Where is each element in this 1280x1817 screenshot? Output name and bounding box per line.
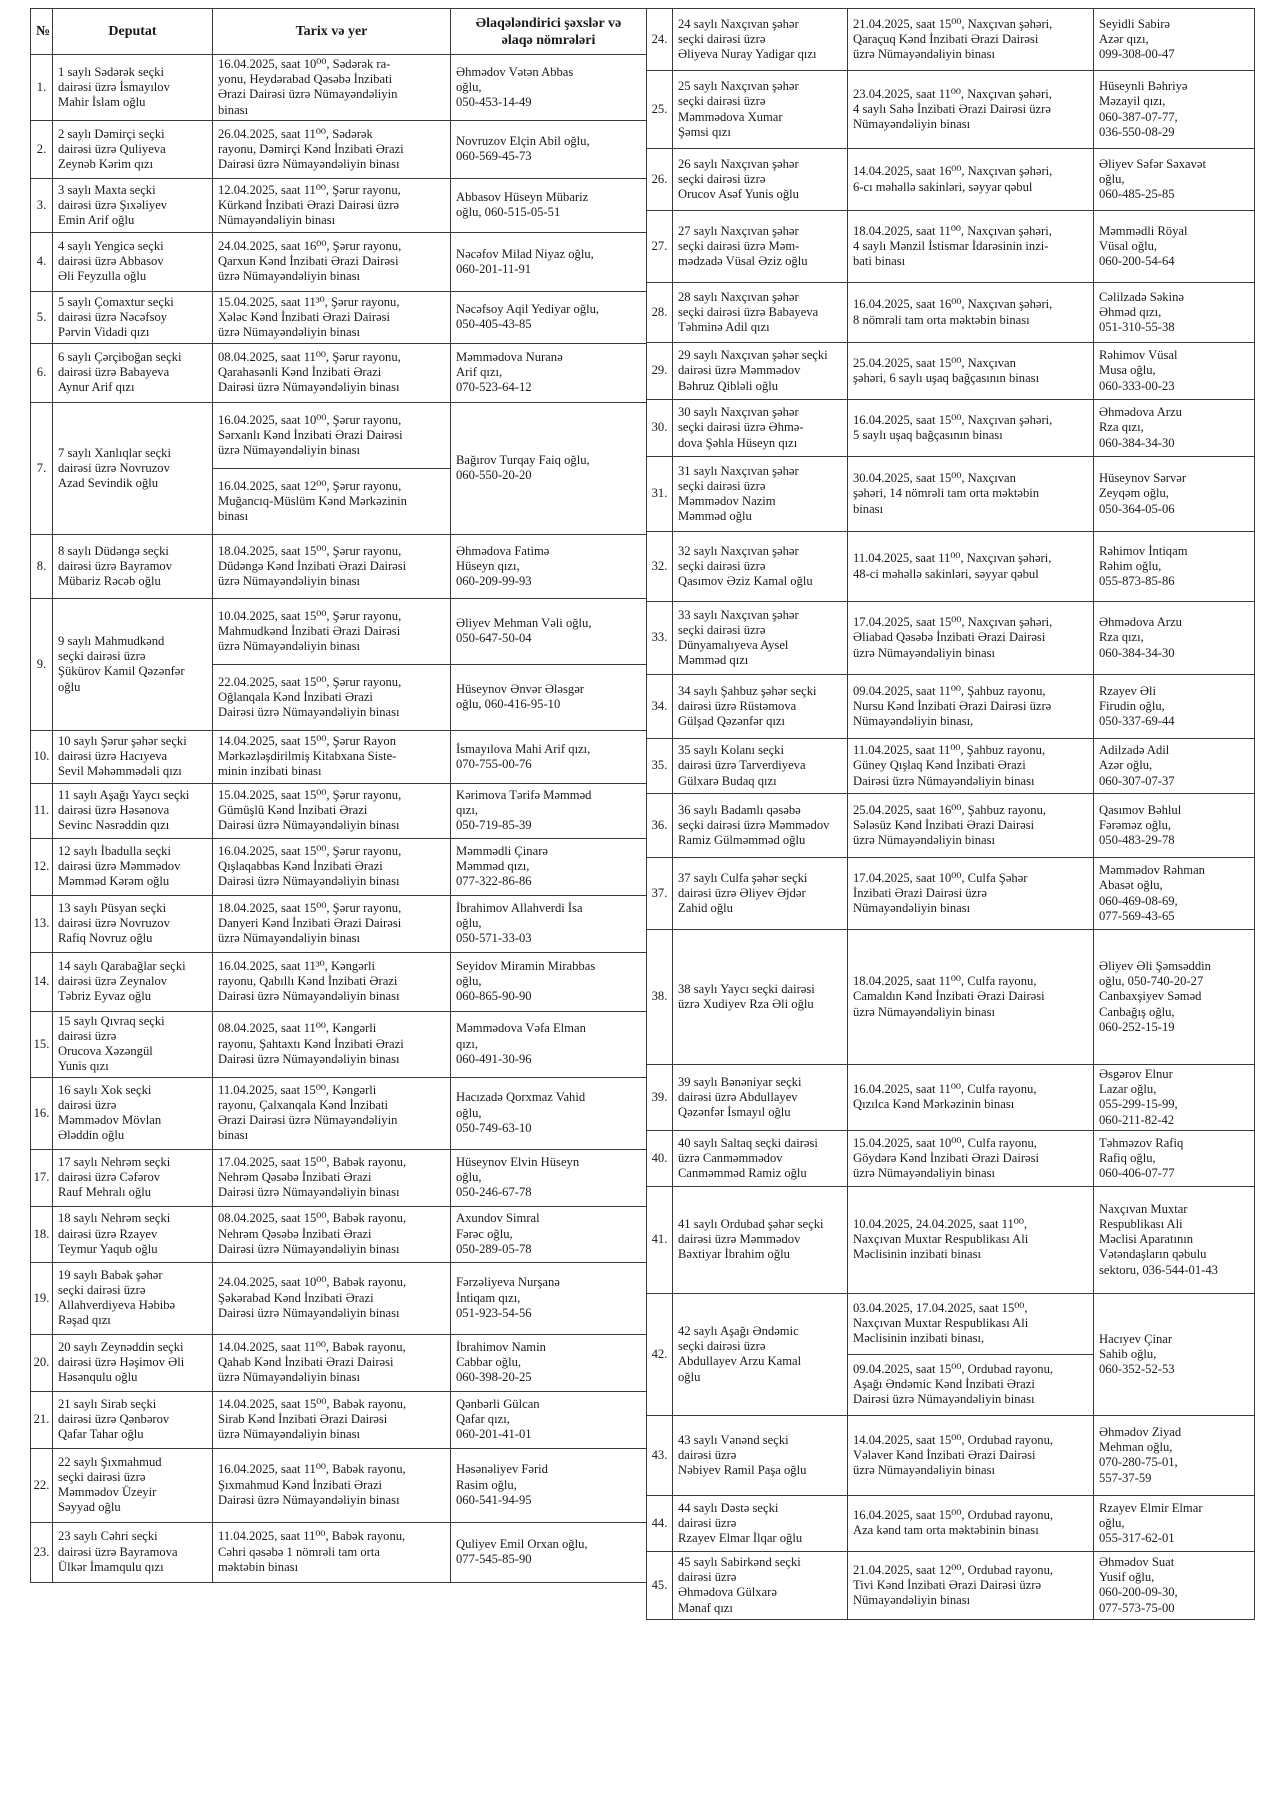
date-place-cell: 16.04.2025, saat 15⁰⁰, Şərur rayonu, Qışlaqabbas Kənd İnzibati Ərazi Dairəsi üzrə Nümayəndəliyin binası	[213, 838, 451, 895]
date-place-cell: 10.04.2025, saat 15⁰⁰, Şərur rayonu, Mahmudkənd İnzibati Ərazi Dairəsi üzrə Nümayəndəliyin binası	[213, 598, 451, 664]
row-number: 28.	[647, 283, 673, 343]
row-number: 12.	[31, 838, 53, 895]
deputy-cell: 27 saylı Naxçıvan şəhər seçki dairəsi üzrə Məm- mədzadə Vüsal Əziz oğlu	[673, 211, 848, 283]
row-number: 2.	[31, 120, 53, 178]
contact-cell: Qənbərli Gülcan Qafar qızı, 060-201-41-01	[451, 1391, 647, 1448]
deputy-cell: 31 saylı Naxçıvan şəhər seçki dairəsi üzrə Məmmədov Nazim Məmməd oğlu	[673, 457, 848, 532]
date-place-cell: 18.04.2025, saat 11⁰⁰, Culfa rayonu, Camaldın Kənd İnzibati Ərazi Dairəsi üzrə Nümayəndəliyin binası	[848, 930, 1094, 1065]
deputy-cell: 22 saylı Şıxmahmud seçki dairəsi üzrə Məmmədov Üzeyir Səyyad oğlu	[53, 1448, 213, 1522]
deputy-cell: 36 saylı Badamlı qəsəbə seçki dairəsi üzrə Məmmədov Ramiz Gülməmməd oğlu	[673, 794, 848, 858]
row-number: 40.	[647, 1130, 673, 1186]
contact-cell: Əliyev Səfər Səxavət oğlu, 060-485-25-85	[1094, 149, 1255, 211]
row-number: 16.	[31, 1077, 53, 1149]
deputy-cell: 12 saylı İbadulla seçki dairəsi üzrə Məmmədov Məmməd Kərəm oğlu	[53, 838, 213, 895]
table-row	[31, 730, 647, 783]
date-place-cell: 16.04.2025, saat 12⁰⁰, Şərur rayonu, Muğancıq-Müslüm Kənd Mərkəzinin binası	[213, 468, 451, 534]
date-place-cell: 15.04.2025, saat 11³⁰, Şərur rayonu, Xələc Kənd İnzibati Ərazi Dairəsi üzrə Nümayəndəliyin binası	[213, 291, 451, 343]
contact-cell: Əliyev Mehman Vəli oğlu, 050-647-50-04	[451, 598, 647, 664]
deputy-cell: 29 saylı Naxçıvan şəhər seçki dairəsi üzrə Məmmədov Bəhruz Qibləli oğlu	[673, 343, 848, 400]
table-row	[647, 1065, 1255, 1131]
table-row	[31, 1149, 647, 1206]
header-num: №	[31, 9, 53, 55]
deputy-cell: 34 saylı Şahbuz şəhər seçki dairəsi üzrə Rüstəmova Gülşad Qəzənfər qızı	[673, 675, 848, 739]
contact-cell: Kərimova Tərifə Məmməd qızı, 050-719-85-39	[451, 783, 647, 838]
row-number: 1.	[31, 55, 53, 121]
row-number: 43.	[647, 1415, 673, 1495]
row-number: 26.	[647, 149, 673, 211]
date-place-cell: 16.04.2025, saat 10⁰⁰, Şərur rayonu, Sərxanlı Kənd İnzibati Ərazi Dairəsi üzrə Nümayəndəliyin binası	[213, 402, 451, 468]
table-row	[31, 343, 647, 402]
date-place-cell: 17.04.2025, saat 15⁰⁰, Naxçıvan şəhəri, Əliabad Qəsəbə İnzibati Ərazi Dairəsi üzrə Nümayəndəliyin binası	[848, 602, 1094, 675]
contact-cell: Naxçıvan Muxtar Respublikası Ali Məclisi Aparatının Vətəndaşların qəbulu sektoru, 036-544-01-43	[1094, 1186, 1255, 1293]
date-place-cell: 08.04.2025, saat 11⁰⁰, Kəngərli rayonu, Şahtaxtı Kənd İnzibati Ərazi Dairəsi üzrə Nümayəndəliyin binası	[213, 1011, 451, 1077]
table-row	[31, 178, 647, 232]
deputy-cell: 39 saylı Bənəniyar seçki dairəsi üzrə Abdullayev Qəzənfər İsmayıl oğlu	[673, 1065, 848, 1131]
deputy-cell: 28 saylı Naxçıvan şəhər seçki dairəsi üzrə Babayeva Təhminə Adil qızı	[673, 283, 848, 343]
row-number: 29.	[647, 343, 673, 400]
table-row	[647, 149, 1255, 211]
row-number: 3.	[31, 178, 53, 232]
date-place-cell: 16.04.2025, saat 11³⁰, Kəngərli rayonu, Qabıllı Kənd İnzibati Ərazi Dairəsi üzrə Nümayəndəliyin binası	[213, 952, 451, 1011]
row-number: 14.	[31, 952, 53, 1011]
contact-cell: Əhmədov Ziyad Mehman oğlu, 070-280-75-01, 557-37-59	[1094, 1415, 1255, 1495]
row-number: 35.	[647, 739, 673, 794]
row-number: 10.	[31, 730, 53, 783]
table-row	[647, 794, 1255, 858]
table-row	[647, 930, 1255, 1065]
deputy-cell: 21 saylı Sirab seçki dairəsi üzrə Qənbərov Qafar Tahar oğlu	[53, 1391, 213, 1448]
date-place-cell: 14.04.2025, saat 15⁰⁰, Babək rayonu, Sirab Kənd İnzibati Ərazi Dairəsi üzrə Nümayəndəliyin binası	[213, 1391, 451, 1448]
table-row	[647, 211, 1255, 283]
deputy-cell: 14 saylı Qarabağlar seçki dairəsi üzrə Zeynalov Təbriz Eyvaz oğlu	[53, 952, 213, 1011]
date-place-cell: 09.04.2025, saat 11⁰⁰, Şahbuz rayonu, Nursu Kənd İnzibati Ərazi Dairəsi üzrə Nümayəndəliyin binası,	[848, 675, 1094, 739]
date-place-cell: 09.04.2025, saat 15⁰⁰, Ordubad rayonu, Aşağı Əndəmic Kənd İnzibati Ərazi Dairəsi üzrə Nümayəndəliyin binası	[848, 1354, 1094, 1415]
date-place-cell: 14.04.2025, saat 15⁰⁰, Ordubad rayonu, Vələver Kənd İnzibati Ərazi Dairəsi üzrə Nümayəndəliyin binası	[848, 1415, 1094, 1495]
row-number: 45.	[647, 1551, 673, 1619]
row-number: 20.	[31, 1334, 53, 1391]
table-row	[647, 739, 1255, 794]
deputy-cell: 43 saylı Vənənd seçki dairəsi üzrə Nəbiyev Ramil Paşa oğlu	[673, 1415, 848, 1495]
deputy-cell: 37 saylı Culfa şəhər seçki dairəsi üzrə Əliyev Əjdər Zahid oğlu	[673, 858, 848, 930]
date-place-cell: 26.04.2025, saat 11⁰⁰, Sədərək rayonu, Dəmirçi Kənd İnzibati Ərazi Dairəsi üzrə Nümayəndəliyin binası	[213, 120, 451, 178]
deputy-cell: 32 saylı Naxçıvan şəhər seçki dairəsi üzrə Qasımov Əziz Kamal oğlu	[673, 532, 848, 602]
row-number: 30.	[647, 400, 673, 457]
deputy-cell: 40 saylı Saltaq seçki dairəsi üzrə Canməmmədov Canməmməd Ramiz oğlu	[673, 1130, 848, 1186]
table-row	[647, 71, 1255, 149]
contact-cell: Rəhimov Vüsal Musa oğlu, 060-333-00-23	[1094, 343, 1255, 400]
date-place-cell: 08.04.2025, saat 11⁰⁰, Şərur rayonu, Qarahasənli Kənd İnzibati Ərazi Dairəsi üzrə Nümayəndəliyin binası	[213, 343, 451, 402]
table-row	[31, 598, 647, 664]
date-place-cell: 17.04.2025, saat 10⁰⁰, Culfa Şəhər İnzibati Ərazi Dairəsi üzrə Nümayəndəliyin binası	[848, 858, 1094, 930]
date-place-cell: 18.04.2025, saat 15⁰⁰, Şərur rayonu, Danyeri Kənd İnzibati Ərazi Dairəsi üzrə Nümayəndəliyin binası	[213, 895, 451, 952]
row-number: 15.	[31, 1011, 53, 1077]
row-number: 6.	[31, 343, 53, 402]
contact-cell: Əhmədova Arzu Rza qızı, 060-384-34-30	[1094, 400, 1255, 457]
table-row	[31, 895, 647, 952]
deputy-cell: 23 saylı Cəhri seçki dairəsi üzrə Bayramova Ülkər İmamqulu qızı	[53, 1522, 213, 1582]
row-number: 31.	[647, 457, 673, 532]
date-place-cell: 11.04.2025, saat 11⁰⁰, Babək rayonu, Cəhri qəsəbə 1 nömrəli tam orta məktəbin binası	[213, 1522, 451, 1582]
contact-cell: Rəhimov İntiqam Rəhim oğlu, 055-873-85-86	[1094, 532, 1255, 602]
contact-cell: Cəlilzadə Səkinə Əhməd qızı, 051-310-55-38	[1094, 283, 1255, 343]
deputy-cell: 25 saylı Naxçıvan şəhər seçki dairəsi üzrə Məmmədova Xumar Şəmsi qızı	[673, 71, 848, 149]
contact-cell: Nəcəfsoy Aqil Yediyar oğlu, 050-405-43-85	[451, 291, 647, 343]
deputy-cell: 19 saylı Babək şəhər seçki dairəsi üzrə Allahverdiyeva Həbibə Rəşad qızı	[53, 1262, 213, 1334]
contact-cell: Bağırov Turqay Faiq oğlu, 060-550-20-20	[451, 402, 647, 534]
date-place-cell: 24.04.2025, saat 16⁰⁰, Şərur rayonu, Qarxun Kənd İnzibati Ərazi Dairəsi üzrə Nümayəndəliyin binası	[213, 232, 451, 291]
deputy-cell: 38 saylı Yaycı seçki dairəsi üzrə Xudiyev Rza Əli oğlu	[673, 930, 848, 1065]
contact-cell: Rzayev Elmir Elmar oğlu, 055-317-62-01	[1094, 1495, 1255, 1551]
row-number: 22.	[31, 1448, 53, 1522]
right-schedule-table	[646, 8, 1255, 1620]
contact-cell: Quliyev Emil Orxan oğlu, 077-545-85-90	[451, 1522, 647, 1582]
table-row	[647, 457, 1255, 532]
contact-cell: Məmmədova Nuranə Arif qızı, 070-523-64-12	[451, 343, 647, 402]
header-contacts: Əlaqələndirici şəxslər və əlaqə nömrələri	[451, 9, 647, 55]
contact-cell: Hacıyev Çinar Sahib oğlu, 060-352-52-53	[1094, 1293, 1255, 1415]
table-row	[647, 675, 1255, 739]
row-number: 18.	[31, 1206, 53, 1262]
date-place-cell: 21.04.2025, saat 15⁰⁰, Naxçıvan şəhəri, Qaraçuq Kənd İnzibati Ərazi Dairəsi üzrə Nümayəndəliyin binası	[848, 9, 1094, 71]
header-date-place: Tarix və yer	[213, 9, 451, 55]
table-row	[647, 343, 1255, 400]
contact-cell: Əhmədova Fatimə Hüseyn qızı, 060-209-99-93	[451, 534, 647, 598]
contact-cell: Əliyev Əli Şəmsəddin oğlu, 050-740-20-27 Canbaxşiyev Səməd Canbağış oğlu, 060-252-15-19	[1094, 930, 1255, 1065]
row-number: 39.	[647, 1065, 673, 1131]
contact-cell: Əhmədov Suat Yusif oğlu, 060-200-09-30, 077-573-75-00	[1094, 1551, 1255, 1619]
date-place-cell: 14.04.2025, saat 16⁰⁰, Naxçıvan şəhəri, 6-cı məhəllə sakinləri, səyyar qəbul	[848, 149, 1094, 211]
deputy-cell: 24 saylı Naxçıvan şəhər seçki dairəsi üzrə Əliyeva Nuray Yadigar qızı	[673, 9, 848, 71]
deputy-cell: 2 saylı Dəmirçi seçki dairəsi üzrə Quliyeva Zeynəb Kərim qızı	[53, 120, 213, 178]
deputy-cell: 45 saylı Sabirkənd seçki dairəsi üzrə Əhmədova Gülxarə Mənaf qızı	[673, 1551, 848, 1619]
row-number: 36.	[647, 794, 673, 858]
deputy-cell: 18 saylı Nehrəm seçki dairəsi üzrə Rzayev Teymur Yaqub oğlu	[53, 1206, 213, 1262]
date-place-cell: 25.04.2025, saat 16⁰⁰, Şahbuz rayonu, Sələsüz Kənd İnzibati Ərazi Dairəsi üzrə Nümayəndəliyin binası	[848, 794, 1094, 858]
deputy-cell: 8 saylı Düdəngə seçki dairəsi üzrə Bayramov Mübariz Rəcəb oğlu	[53, 534, 213, 598]
deputy-cell: 30 saylı Naxçıvan şəhər seçki dairəsi üzrə Əhmə- dova Şəhla Hüseyn qızı	[673, 400, 848, 457]
table-row	[647, 532, 1255, 602]
table-row	[647, 1186, 1255, 1293]
date-place-cell: 30.04.2025, saat 15⁰⁰, Naxçıvan şəhəri, 14 nömrəli tam orta məktəbin binası	[848, 457, 1094, 532]
table-row	[647, 1495, 1255, 1551]
table-row	[31, 1262, 647, 1334]
date-place-cell: 16.04.2025, saat 10⁰⁰, Sədərək ra- yonu, Heydərabad Qəsəbə İnzibati Ərazi Dairəsi üzrə Nümayəndəliyin binası	[213, 55, 451, 121]
contact-cell: İbrahimov Namin Cabbar oğlu, 060-398-20-25	[451, 1334, 647, 1391]
row-number: 4.	[31, 232, 53, 291]
deputy-cell: 3 saylı Maxta seçki dairəsi üzrə Şıxəliyev Emin Arif oğlu	[53, 178, 213, 232]
row-number: 24.	[647, 9, 673, 71]
row-number: 32.	[647, 532, 673, 602]
deputy-cell: 42 saylı Aşağı Əndəmic seçki dairəsi üzrə Abdullayev Arzu Kamal oğlu	[673, 1293, 848, 1415]
contact-cell: Məmmədov Rəhman Abasət oğlu, 060-469-08-69, 077-569-43-65	[1094, 858, 1255, 930]
deputy-cell: 11 saylı Aşağı Yaycı seçki dairəsi üzrə Həsənova Sevinc Nəsrəddin qızı	[53, 783, 213, 838]
row-number: 11.	[31, 783, 53, 838]
row-number: 13.	[31, 895, 53, 952]
contact-cell: Seyidli Sabirə Azər qızı, 099-308-00-47	[1094, 9, 1255, 71]
table-row	[31, 291, 647, 343]
date-place-cell: 16.04.2025, saat 11⁰⁰, Culfa rayonu, Qızılca Kənd Mərkəzinin binası	[848, 1065, 1094, 1131]
row-number: 38.	[647, 930, 673, 1065]
deputy-cell: 10 saylı Şərur şəhər seçki dairəsi üzrə Hacıyeva Sevil Məhəmmədəli qızı	[53, 730, 213, 783]
table-row	[647, 283, 1255, 343]
table-row	[31, 1522, 647, 1582]
row-number: 41.	[647, 1186, 673, 1293]
date-place-cell: 14.04.2025, saat 11⁰⁰, Babək rayonu, Qahab Kənd İnzibati Ərazi Dairəsi üzrə Nümayəndəliyin binası	[213, 1334, 451, 1391]
left-schedule-table	[30, 8, 647, 1583]
table-row	[31, 534, 647, 598]
deputy-cell: 20 saylı Zeynəddin seçki dairəsi üzrə Həşimov Əli Həsənqulu oğlu	[53, 1334, 213, 1391]
deputy-cell: 7 saylı Xanlıqlar seçki dairəsi üzrə Novruzov Azad Sevindik oğlu	[53, 402, 213, 534]
date-place-cell: 15.04.2025, saat 15⁰⁰, Şərur rayonu, Gümüşlü Kənd İnzibati Ərazi Dairəsi üzrə Nümayəndəliyin binası	[213, 783, 451, 838]
table-row	[31, 1011, 647, 1077]
contact-cell: Əhmədov Vətən Abbas oğlu, 050-453-14-49	[451, 55, 647, 121]
contact-cell: Əsgərov Elnur Lazar oğlu, 055-299-15-99, 060-211-82-42	[1094, 1065, 1255, 1131]
date-place-cell: 11.04.2025, saat 11⁰⁰, Şahbuz rayonu, Güney Qışlaq Kənd İnzibati Ərazi Dairəsi üzrə Nümayəndəliyin binası	[848, 739, 1094, 794]
table-row	[647, 1415, 1255, 1495]
date-place-cell: 24.04.2025, saat 10⁰⁰, Babək rayonu, Şəkərabad Kənd İnzibati Ərazi Dairəsi üzrə Nümayəndəliyin binası	[213, 1262, 451, 1334]
header-deputy: Deputat	[53, 9, 213, 55]
row-number: 44.	[647, 1495, 673, 1551]
date-place-cell: 16.04.2025, saat 15⁰⁰, Ordubad rayonu, Aza kənd tam orta məktəbinin binası	[848, 1495, 1094, 1551]
contact-cell: Məmmədova Vəfa Elman qızı, 060-491-30-96	[451, 1011, 647, 1077]
table-row	[31, 1077, 647, 1149]
date-place-cell: 15.04.2025, saat 10⁰⁰, Culfa rayonu, Göydərə Kənd İnzibati Ərazi Dairəsi üzrə Nümayəndəliyin binası	[848, 1130, 1094, 1186]
deputy-cell: 4 saylı Yengicə seçki dairəsi üzrə Abbasov Əli Feyzulla oğlu	[53, 232, 213, 291]
row-number: 34.	[647, 675, 673, 739]
date-place-cell: 23.04.2025, saat 11⁰⁰, Naxçıvan şəhəri, 4 saylı Sahə İnzibati Ərazi Dairəsi üzrə Nümayəndəliyin binası	[848, 71, 1094, 149]
contact-cell: Hüseynov Elvin Hüseyn oğlu, 050-246-67-78	[451, 1149, 647, 1206]
date-place-cell: 08.04.2025, saat 15⁰⁰, Babək rayonu, Nehrəm Qəsəbə İnzibati Ərazi Dairəsi üzrə Nümayəndəliyin binası	[213, 1206, 451, 1262]
date-place-cell: 03.04.2025, 17.04.2025, saat 15⁰⁰, Naxçıvan Muxtar Respublikası Ali Məclisinin inzibati binası,	[848, 1293, 1094, 1354]
deputy-cell: 26 saylı Naxçıvan şəhər seçki dairəsi üzrə Orucov Asəf Yunis oğlu	[673, 149, 848, 211]
row-number: 37.	[647, 858, 673, 930]
deputy-cell: 6 saylı Çərçiboğan seçki dairəsi üzrə Babayeva Aynur Arif qızı	[53, 343, 213, 402]
contact-cell: Həsənəliyev Fərid Rasim oğlu, 060-541-94-95	[451, 1448, 647, 1522]
row-number: 17.	[31, 1149, 53, 1206]
row-number: 5.	[31, 291, 53, 343]
contact-cell: Seyidov Miramin Mirabbas oğlu, 060-865-90-90	[451, 952, 647, 1011]
contact-cell: Əhmədova Arzu Rza qızı, 060-384-34-30	[1094, 602, 1255, 675]
row-number: 27.	[647, 211, 673, 283]
contact-cell: Hüseynov Sərvər Zeyqəm oğlu, 050-364-05-06	[1094, 457, 1255, 532]
row-number: 25.	[647, 71, 673, 149]
date-place-cell: 16.04.2025, saat 15⁰⁰, Naxçıvan şəhəri, 5 saylı uşaq bağçasının binası	[848, 400, 1094, 457]
table-row	[647, 1551, 1255, 1619]
contact-cell: Fərzəliyeva Nurşanə İntiqam qızı, 051-923-54-56	[451, 1262, 647, 1334]
table-row	[647, 400, 1255, 457]
table-row	[31, 1206, 647, 1262]
date-place-cell: 12.04.2025, saat 11⁰⁰, Şərur rayonu, Kürkənd İnzibati Ərazi Dairəsi üzrə Nümayəndəliyin binası	[213, 178, 451, 232]
contact-cell: Hüseynov Ənvər Ələsgər oğlu, 060-416-95-10	[451, 664, 647, 730]
table-row	[31, 783, 647, 838]
table-row	[647, 1130, 1255, 1186]
date-place-cell: 14.04.2025, saat 15⁰⁰, Şərur Rayon Mərkəzləşdirilmiş Kitabxana Siste- minin inzibati binası	[213, 730, 451, 783]
deputy-cell: 9 saylı Mahmudkənd seçki dairəsi üzrə Şükürov Kamil Qəzənfər oğlu	[53, 598, 213, 730]
row-number: 8.	[31, 534, 53, 598]
contact-cell: Axundov Simral Fərəc oğlu, 050-289-05-78	[451, 1206, 647, 1262]
contact-cell: Nəcəfov Milad Niyaz oğlu, 060-201-11-91	[451, 232, 647, 291]
date-place-cell: 18.04.2025, saat 11⁰⁰, Naxçıvan şəhəri, 4 saylı Mənzil İstismar İdarəsinin inzi- bati binası	[848, 211, 1094, 283]
deputy-cell: 17 saylı Nehrəm seçki dairəsi üzrə Cəfərov Rauf Mehralı oğlu	[53, 1149, 213, 1206]
row-number: 19.	[31, 1262, 53, 1334]
contact-cell: İsmayılova Mahi Arif qızı, 070-755-00-76	[451, 730, 647, 783]
table-row	[31, 232, 647, 291]
table-row	[31, 120, 647, 178]
table-row	[647, 1293, 1255, 1354]
date-place-cell: 16.04.2025, saat 16⁰⁰, Naxçıvan şəhəri, 8 nömrəli tam orta məktəbin binası	[848, 283, 1094, 343]
row-number: 33.	[647, 602, 673, 675]
deputy-cell: 15 saylı Qıvraq seçki dairəsi üzrə Orucova Xəzəngül Yunis qızı	[53, 1011, 213, 1077]
table-row	[31, 838, 647, 895]
row-number: 9.	[31, 598, 53, 730]
contact-cell: Məmmədli Röyal Vüsal oğlu, 060-200-54-64	[1094, 211, 1255, 283]
row-number: 21.	[31, 1391, 53, 1448]
contact-cell: Məmmədli Çinarə Məmməd qızı, 077-322-86-86	[451, 838, 647, 895]
contact-cell: İbrahimov Allahverdi İsa oğlu, 050-571-33-03	[451, 895, 647, 952]
deputy-cell: 16 saylı Xok seçki dairəsi üzrə Məmmədov Mövlan Ələddin oğlu	[53, 1077, 213, 1149]
contact-cell: Hüseynli Bəhriyə Məzayil qızı, 060-387-07-77, 036-550-08-29	[1094, 71, 1255, 149]
table-row	[31, 1448, 647, 1522]
table-row	[31, 952, 647, 1011]
row-number: 23.	[31, 1522, 53, 1582]
table-row	[31, 55, 647, 121]
date-place-cell: 11.04.2025, saat 15⁰⁰, Kəngərli rayonu, Çalxanqala Kənd İnzibati Ərazi Dairəsi üzrə Nümayəndəliyin binası	[213, 1077, 451, 1149]
contact-cell: Abbasov Hüseyn Mübariz oğlu, 060-515-05-51	[451, 178, 647, 232]
table-row	[31, 1391, 647, 1448]
contact-cell: Qasımov Bəhlul Fərəməz oğlu, 050-483-29-78	[1094, 794, 1255, 858]
deputy-cell: 44 saylı Dəstə seçki dairəsi üzrə Rzayev Elmar İlqar oğlu	[673, 1495, 848, 1551]
row-number: 7.	[31, 402, 53, 534]
contact-cell: Novruzov Elçin Abil oğlu, 060-569-45-73	[451, 120, 647, 178]
date-place-cell: 18.04.2025, saat 15⁰⁰, Şərur rayonu, Düdəngə Kənd İnzibati Ərazi Dairəsi üzrə Nümayəndəliyin binası	[213, 534, 451, 598]
table-row	[31, 402, 647, 468]
table-row	[647, 858, 1255, 930]
contact-cell: Rzayev Əli Firudin oğlu, 050-337-69-44	[1094, 675, 1255, 739]
deputy-cell: 33 saylı Naxçıvan şəhər seçki dairəsi üzrə Dünyamalıyeva Aysel Məmməd qızı	[673, 602, 848, 675]
table-row	[31, 1334, 647, 1391]
deputy-cell: 1 saylı Sədərək seçki dairəsi üzrə İsmayılov Mahir İslam oğlu	[53, 55, 213, 121]
date-place-cell: 17.04.2025, saat 15⁰⁰, Babək rayonu, Nehrəm Qəsəbə İnzibati Ərazi Dairəsi üzrə Nümayəndəliyin binası	[213, 1149, 451, 1206]
date-place-cell: 22.04.2025, saat 15⁰⁰, Şərur rayonu, Oğlanqala Kənd İnzibati Ərazi Dairəsi üzrə Nümayəndəliyin binası	[213, 664, 451, 730]
table-row	[647, 602, 1255, 675]
date-place-cell: 21.04.2025, saat 12⁰⁰, Ordubad rayonu, Tivi Kənd İnzibati Ərazi Dairəsi üzrə Nümayəndəliyin binası	[848, 1551, 1094, 1619]
date-place-cell: 16.04.2025, saat 11⁰⁰, Babək rayonu, Şıxmahmud Kənd İnzibati Ərazi Dairəsi üzrə Nümayəndəliyin binası	[213, 1448, 451, 1522]
contact-cell: Təhməzov Rafiq Rafiq oğlu, 060-406-07-77	[1094, 1130, 1255, 1186]
date-place-cell: 10.04.2025, 24.04.2025, saat 11⁰⁰, Naxçıvan Muxtar Respublikası Ali Məclisinin inzibati binası	[848, 1186, 1094, 1293]
date-place-cell: 25.04.2025, saat 15⁰⁰, Naxçıvan şəhəri, 6 saylı uşaq bağçasının binası	[848, 343, 1094, 400]
deputy-cell: 13 saylı Püsyan seçki dairəsi üzrə Novruzov Rafiq Novruz oğlu	[53, 895, 213, 952]
table-row	[647, 9, 1255, 71]
date-place-cell: 11.04.2025, saat 11⁰⁰, Naxçıvan şəhəri, 48-ci məhəllə sakinləri, səyyar qəbul	[848, 532, 1094, 602]
row-number: 42.	[647, 1293, 673, 1415]
deputy-cell: 5 saylı Çomaxtur seçki dairəsi üzrə Nəcəfsoy Pərvin Vidadi qızı	[53, 291, 213, 343]
contact-cell: Adilzadə Adil Azər oğlu, 060-307-07-37	[1094, 739, 1255, 794]
deputy-cell: 35 saylı Kolanı seçki dairəsi üzrə Tarverdiyeva Gülxarə Budaq qızı	[673, 739, 848, 794]
deputy-cell: 41 saylı Ordubad şəhər seçki dairəsi üzrə Məmmədov Bəxtiyar İbrahim oğlu	[673, 1186, 848, 1293]
contact-cell: Hacızadə Qorxmaz Vahid oğlu, 050-749-63-10	[451, 1077, 647, 1149]
